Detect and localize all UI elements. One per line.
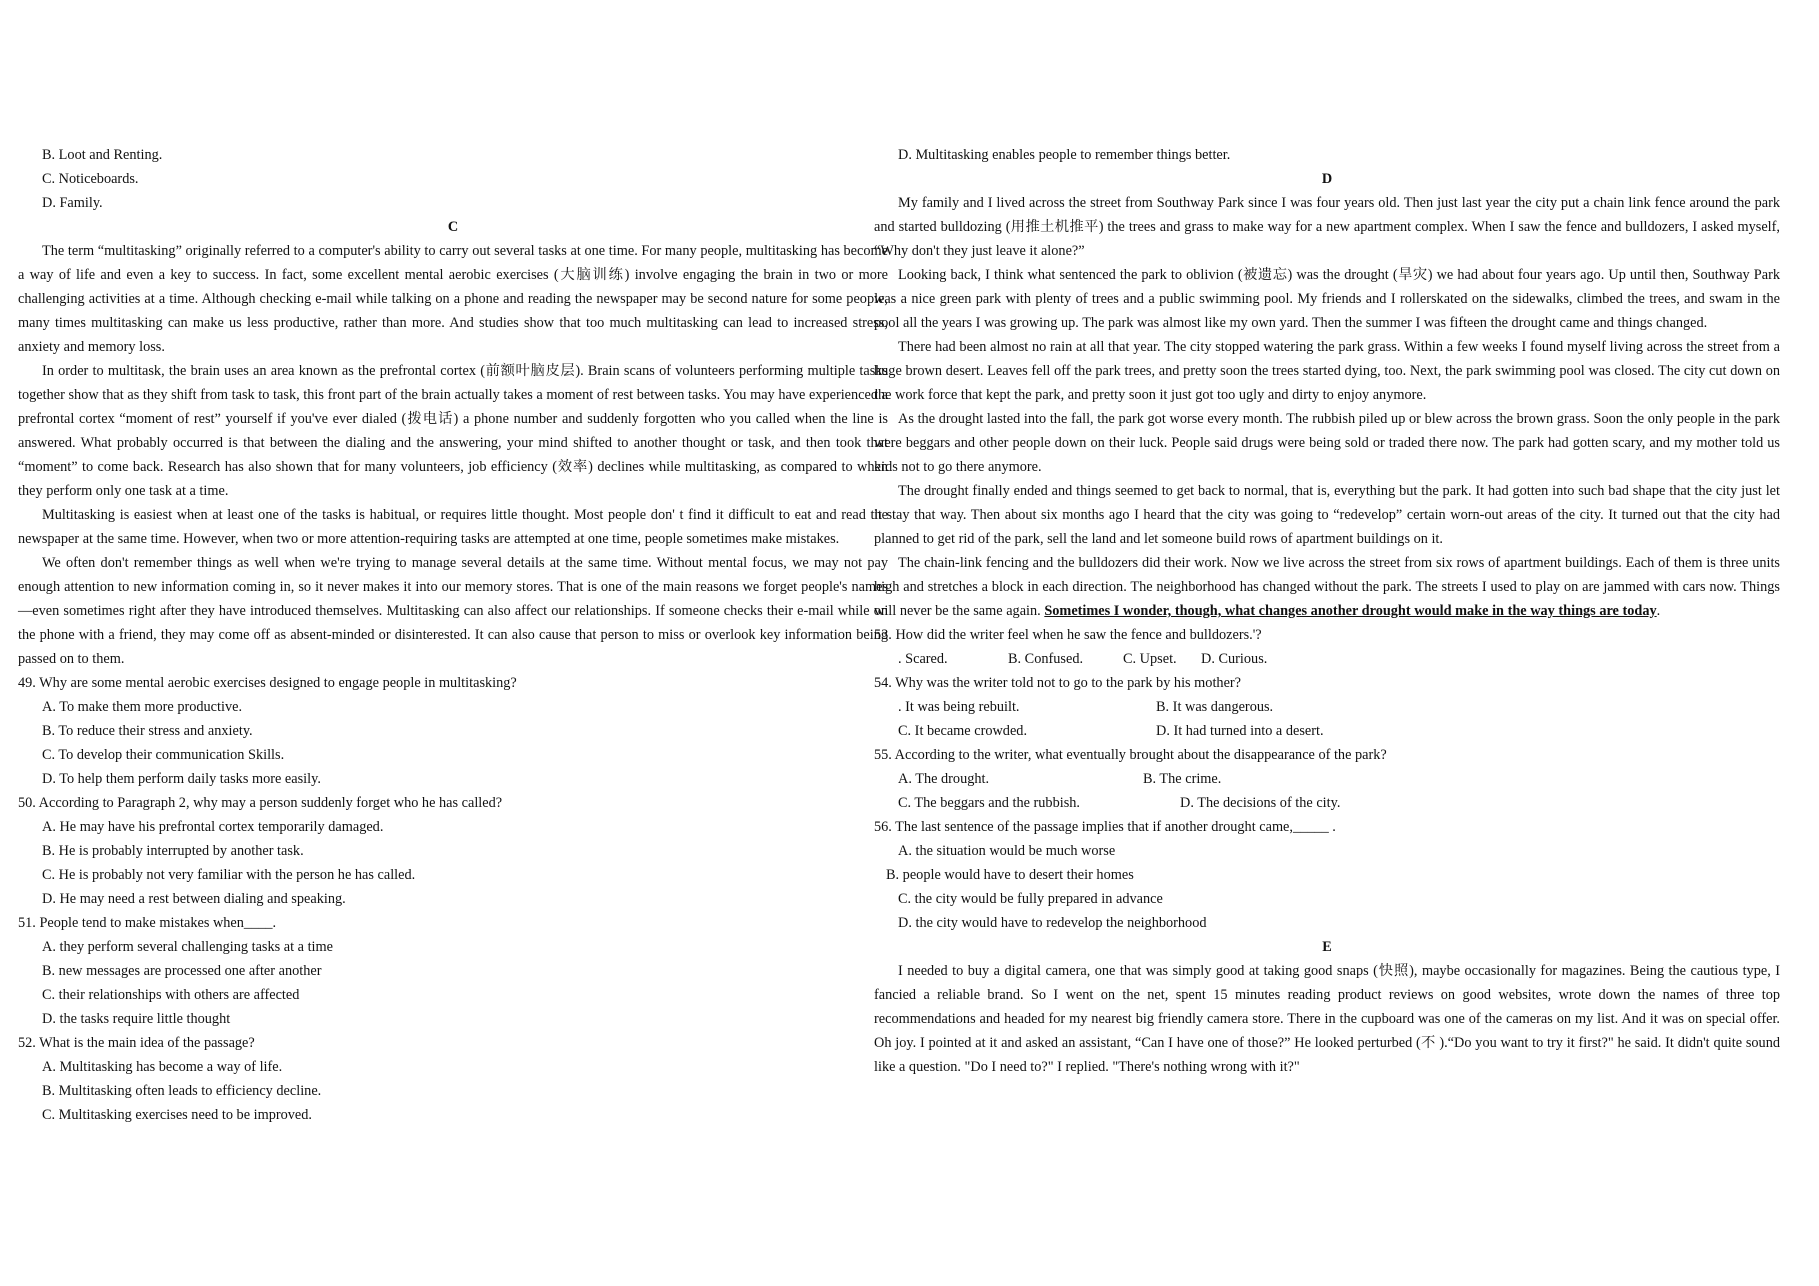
q51-option-c[interactable]: C. their relationships with others are affected: [42, 987, 300, 1003]
paragraph-text: My family and I lived across the street from Southway Park since I was four years old. Then just last year the city put a chain link fence around the park and started bulldozing (用推土机推平) the trees and grass to make way for a new apartment complex. When I saw the fence and bulldozers, I asked myself, “Why don't they just leave it alone?”: [874, 195, 1780, 259]
q54-option-a[interactable]: . It was being rebuilt.: [898, 699, 1020, 715]
section-letter-d: D: [1321, 171, 1333, 187]
q52-option-b[interactable]: B. Multitasking often leads to efficiency decline.: [42, 1083, 322, 1099]
question-55: 55. According to the writer, what eventually brought about the disappearance of the park?: [874, 747, 1387, 763]
q55-options-row-2: [874, 791, 1780, 815]
q55-option-b[interactable]: B. The crime.: [1143, 771, 1222, 787]
paragraph-end: .: [1656, 603, 1661, 619]
q54-option-d[interactable]: D. It had turned into a desert.: [1156, 723, 1324, 739]
passage-e-paragraph-1: [874, 959, 1780, 1079]
prev-option-c: C. Noticeboards.: [42, 171, 139, 187]
q51-option-a[interactable]: A. they perform several challenging tasks at a time: [42, 939, 333, 955]
q53-option-c[interactable]: C. Upset.: [1123, 651, 1177, 667]
question-52: 52. What is the main idea of the passage?: [18, 1035, 255, 1051]
q55-options-row-1: [874, 767, 1780, 791]
passage-c-paragraph-3: [18, 503, 888, 551]
q55-option-a[interactable]: A. The drought.: [898, 771, 990, 787]
paragraph-text: There had been almost no rain at all that year. The city stopped watering the park grass. Within a few weeks I found myself living across the street from a huge brown desert. Leaves fell off the park trees, and pretty soon the trees started dying, too. Next, the park swimming pool was closed. The city cut down on the work force that kept the park, and pretty soon it just got too ugly and dirty to enjoy anymore.: [874, 339, 1780, 403]
q55-option-c[interactable]: C. The beggars and the rubbish.: [898, 795, 1080, 811]
q52-option-c[interactable]: C. Multitasking exercises need to be improved.: [42, 1107, 312, 1123]
passage-c-paragraph-4: [18, 551, 888, 671]
q54-option-c[interactable]: C. It became crowded.: [898, 723, 1028, 739]
right-column: [874, 143, 1780, 1079]
q56-option-a[interactable]: A. the situation would be much worse: [898, 843, 1116, 859]
passage-d-paragraph-4: [874, 407, 1780, 479]
q51-option-b[interactable]: B. new messages are processed one after another: [42, 963, 322, 979]
paragraph-text: The term “multitasking” originally referred to a computer's ability to carry out several tasks at one time. For many people, multitasking has become a way of life and even a key to success. In fact, some excellent mental aerobic exercises (大脑训练) involve engaging the brain in two or more challenging activities at a time. Although checking e-mail while talking on a phone and reading the newspaper may be second nature for some people, many times multitasking can make us less productive, rather than more. And studies show that too much multitasking can lead to increased stress, anxiety and memory loss.: [18, 243, 888, 355]
q54-option-b[interactable]: B. It was dangerous.: [1156, 699, 1274, 715]
q51-option-d[interactable]: D. the tasks require little thought: [42, 1011, 231, 1027]
prev-option-d: D. Family.: [42, 195, 103, 211]
left-column: [18, 143, 888, 1127]
question-51: 51. People tend to make mistakes when____.: [18, 915, 277, 931]
q49-option-a[interactable]: A. To make them more productive.: [42, 699, 243, 715]
q52-option-a[interactable]: A. Multitasking has become a way of life.: [42, 1059, 283, 1075]
question-56: 56. The last sentence of the passage implies that if another drought came,_____ .: [874, 819, 1336, 835]
passage-d-paragraph-3: [874, 335, 1780, 407]
q55-option-d[interactable]: D. The decisions of the city.: [1180, 795, 1341, 811]
question-53: 53. How did the writer feel when he saw the fence and bulldozers.'?: [874, 627, 1262, 643]
q56-option-c[interactable]: C. the city would be fully prepared in advance: [898, 891, 1163, 907]
q49-option-b[interactable]: B. To reduce their stress and anxiety.: [42, 723, 253, 739]
question-49: 49. Why are some mental aerobic exercises designed to engage people in multitasking?: [18, 675, 517, 691]
q50-option-d[interactable]: D. He may need a rest between dialing and speaking.: [42, 891, 346, 907]
question-54: 54. Why was the writer told not to go to the park by his mother?: [874, 675, 1242, 691]
q50-option-c[interactable]: C. He is probably not very familiar with the person he has called.: [42, 867, 416, 883]
paragraph-text: Multitasking is easiest when at least one of the tasks is habitual, or requires little thought. Most people don' t find it difficult to eat and read the newspaper at the same time. However, when two or more attention-requiring tasks are attempted at one time, people sometimes make mistakes.: [18, 507, 888, 547]
q49-option-c[interactable]: C. To develop their communication Skills.: [42, 747, 285, 763]
q50-option-a[interactable]: A. He may have his prefrontal cortex temporarily damaged.: [42, 819, 384, 835]
prev-option-d-right: D. Multitasking enables people to remember things better.: [898, 147, 1231, 163]
q53-option-d[interactable]: D. Curious.: [1201, 651, 1268, 667]
q53-option-a[interactable]: . Scared.: [898, 651, 948, 667]
passage-c-paragraph-1: [18, 239, 888, 359]
passage-c-paragraph-2: [18, 359, 888, 503]
passage-d-paragraph-5: [874, 479, 1780, 551]
paragraph-text: Looking back, I think what sentenced the park to oblivion (被遗忘) was the drought (旱灾) we had about four years ago. Up until then, Southway Park was a nice green park with plenty of trees and a public swimming pool. My friends and I rollerskated on the sidewalks, climbed the trees, and swam in the pool all the years I was growing up. The park was almost like my own yard. Then the summer I was fifteen the drought came and things changed.: [874, 267, 1780, 331]
q49-option-d[interactable]: D. To help them perform daily tasks more easily.: [42, 771, 321, 787]
q50-option-b[interactable]: B. He is probably interrupted by another task.: [42, 843, 304, 859]
paragraph-text: I needed to buy a digital camera, one that was simply good at taking good snaps (快照), maybe occasionally for magazines. Being the cautious type, I fancied a reliable brand. So I went on the net, spent 15 minutes reading product reviews on good websites, wrote down the names of three top recommendations and headed for my nearest big friendly camera store. There in the cupboard was one of the cameras on my list. And it was on special offer. Oh joy. I pointed at it and asked an assistant, “Can I have one of those?” He looked perturbed (不 ).“Do you want to try it first?" he said. It didn't quite sound like a question. "Do I need to?" I replied. "There's nothing wrong with it?": [874, 963, 1780, 1075]
paragraph-text: We often don't remember things as well when we're trying to manage several details at the same time. Without mental focus, we may not pay enough attention to new information coming in, so it never makes it into our memory stores. That is one of the main reasons we forget people's names—even sometimes right after they have introduced themselves. Multitasking can also affect our relationships. If someone checks their e-mail while on the phone with a friend, they may come off as absent-minded or disinterested. It can also cause that person to miss or overlook key information being passed on to them.: [18, 555, 888, 667]
q53-option-b[interactable]: B. Confused.: [1008, 651, 1084, 667]
paragraph-text: The chain-link fencing and the bulldozers did their work. Now we live across the street from six rows of apartment buildings. Each of them is three units high and stretches a block in each direction. The neighborhood has changed without the park. The streets I used to play on are jammed with cars now. Things will never be the same again.: [874, 555, 1780, 619]
prev-option-b: B. Loot and Renting.: [42, 147, 163, 163]
paragraph-text: The drought finally ended and things seemed to get back to normal, that is, everything but the park. It had gotten into such bad shape that the city just let it stay that way. Then about six months ago I heard that the city was going to “redevelop” certain worn-out areas of the city. It turned out that the city had planned to get rid of the park, sell the land and let someone build rows of apartment buildings on it.: [874, 483, 1780, 547]
passage-d-paragraph-1: [874, 191, 1780, 263]
section-letter-e: E: [1322, 939, 1332, 955]
q56-option-d[interactable]: D. the city would have to redevelop the neighborhood: [898, 915, 1207, 931]
q54-options-row-1: [874, 695, 1780, 719]
question-50: 50. According to Paragraph 2, why may a person suddenly forget who he has called?: [18, 795, 503, 811]
passage-d-paragraph-2: [874, 263, 1780, 335]
paragraph-text: As the drought lasted into the fall, the park got worse every month. The rubbish piled up or blew across the brown grass. Soon the only people in the park were beggars and other people down on their luck. People said drugs were being sold or traded there now. The park had gotten scary, and my mother told us kids not to go there anymore.: [874, 411, 1780, 475]
q56-option-b[interactable]: B. people would have to desert their homes: [886, 867, 1134, 883]
q53-options: [874, 647, 1780, 671]
paragraph-text: In order to multitask, the brain uses an area known as the prefrontal cortex (前额叶脑皮层). Brain scans of volunteers performing multiple tasks together show that as they shift from task to task, this front part of the brain actually takes a moment of rest between tasks. You may have experienced a prefrontal cortex “moment of rest” yourself if you've ever dialed (拨电话) a phone number and suddenly forgotten who you called when the line is answered. What probably occurred is that between the dialing and the answering, your mind shifted to another thought or task, and then took that “moment” to come back. Research has also shown that for many volunteers, job efficiency (效率) declines while multitasking, as compared to when they perform only one task at a time.: [18, 363, 888, 499]
underlined-sentence: Sometimes I wonder, though, what changes another drought would make in the way things are today: [1044, 603, 1657, 619]
passage-d-paragraph-6: [874, 551, 1780, 623]
q54-options-row-2: [874, 719, 1780, 743]
section-letter-c: C: [447, 219, 459, 235]
